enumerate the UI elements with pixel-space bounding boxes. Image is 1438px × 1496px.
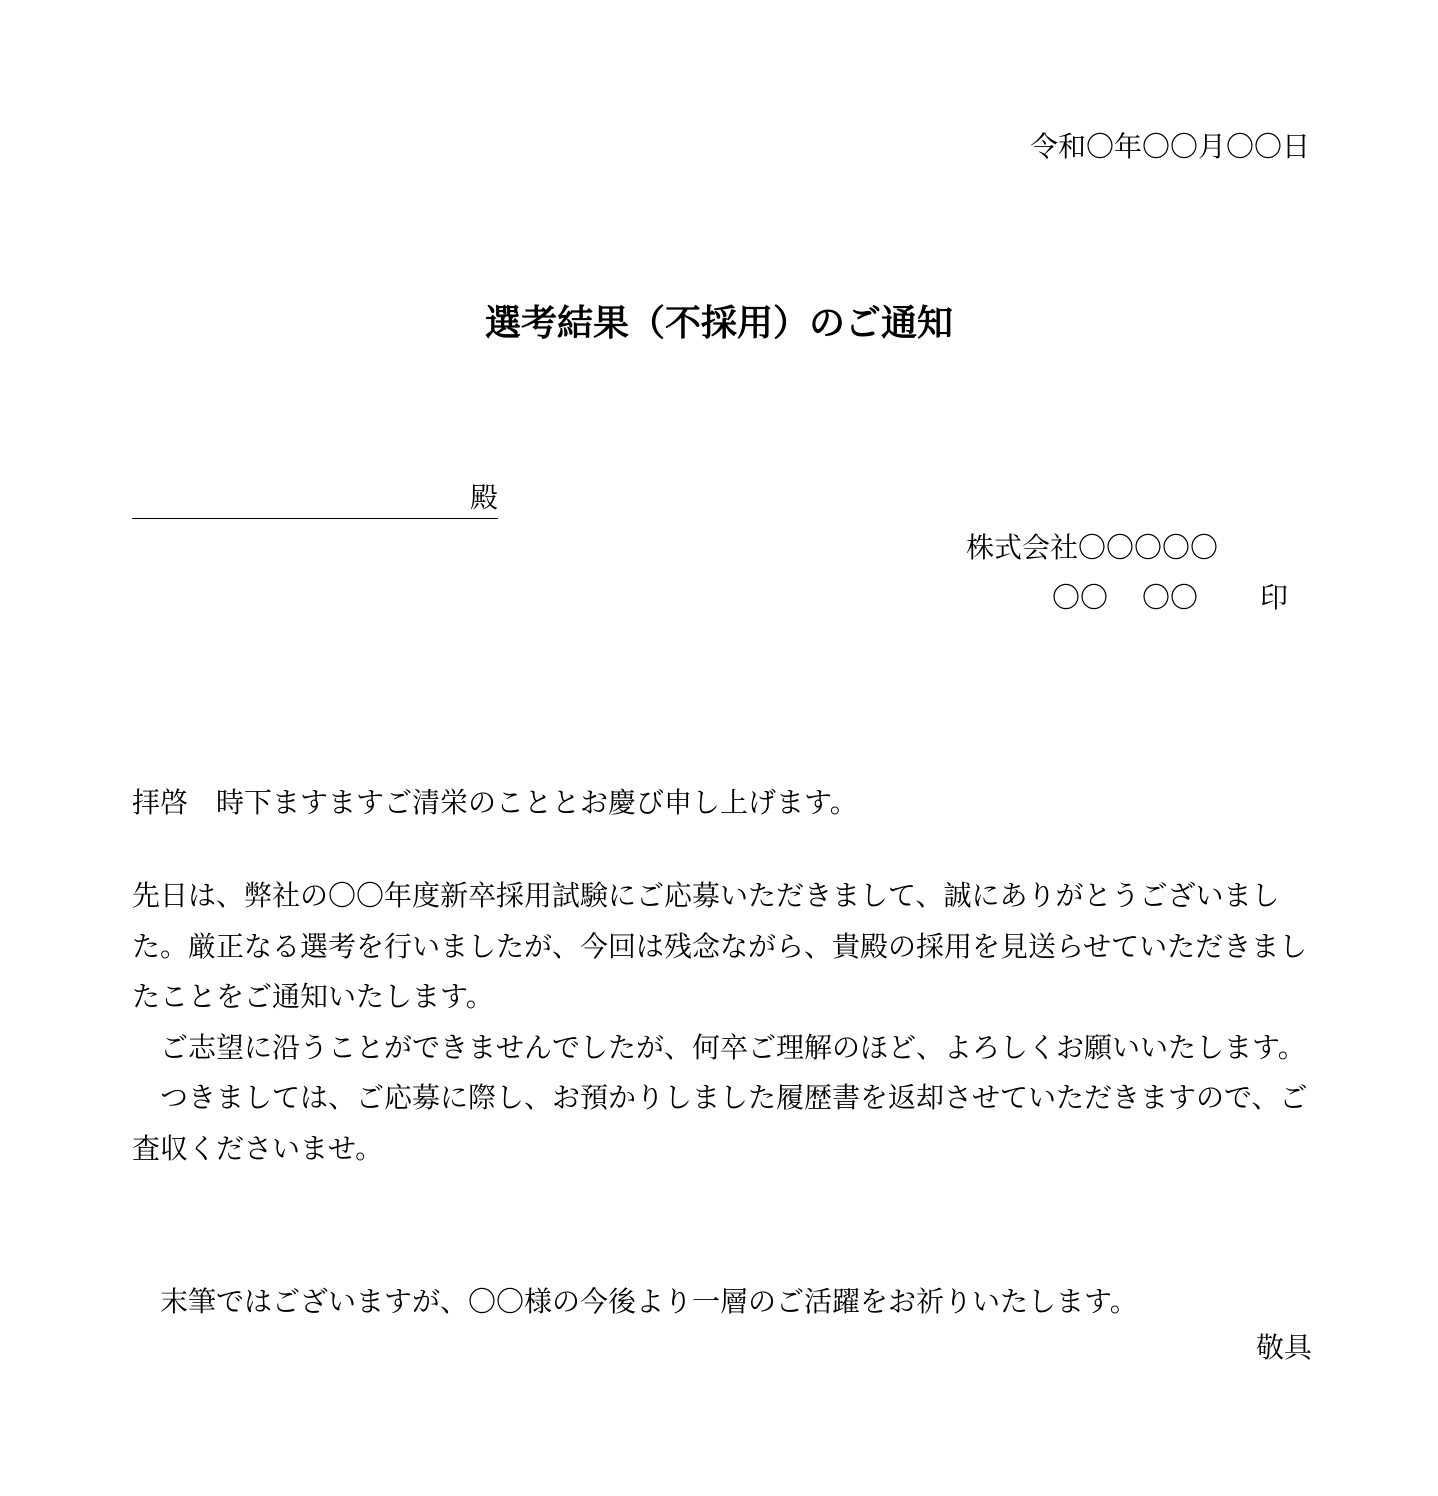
body-paragraph-2: ご志望に沿うことができませんでしたが、何卒ご理解のほど、よろしくお願いいたします。	[132, 1030, 1306, 1064]
sender-name-row	[1052, 578, 1288, 618]
recipient-suffix: 殿	[469, 481, 498, 514]
greeting-line: 拝啓 時下ますますご清栄のこととお慶び申し上げます。	[132, 786, 858, 819]
closing-line: 末筆ではございますが、〇〇様の今後より一層のご活躍をお祈りいたします。	[132, 1285, 1138, 1318]
body-paragraph-1: 先日は、弊社の〇〇年度新卒採用試験にご応募いただきまして、誠にありがとうございました。厳正なる選考を行いましたが、今回は残念ながら、貴殿の採用を見送らせていただきましたことをご通知いたします。	[132, 879, 1308, 1013]
body-text	[132, 871, 1314, 1174]
body-paragraph-3: つきましては、ご応募に際し、お預かりしました履歴書を返却させていただきますので、ご査収くださいませ。	[132, 1081, 1308, 1165]
sender-family-name: 〇〇	[1052, 581, 1109, 614]
document-title: 選考結果（不採用）のご通知	[484, 303, 953, 344]
document-date: 令和〇年〇〇月〇〇日	[1029, 130, 1310, 163]
recipient-line	[132, 478, 498, 519]
sign-off: 敬具	[1255, 1331, 1312, 1364]
seal-mark: 印	[1260, 581, 1289, 614]
sender-given-name: 〇〇	[1142, 581, 1199, 614]
sender-company: 株式会社〇〇〇〇〇	[966, 531, 1219, 564]
